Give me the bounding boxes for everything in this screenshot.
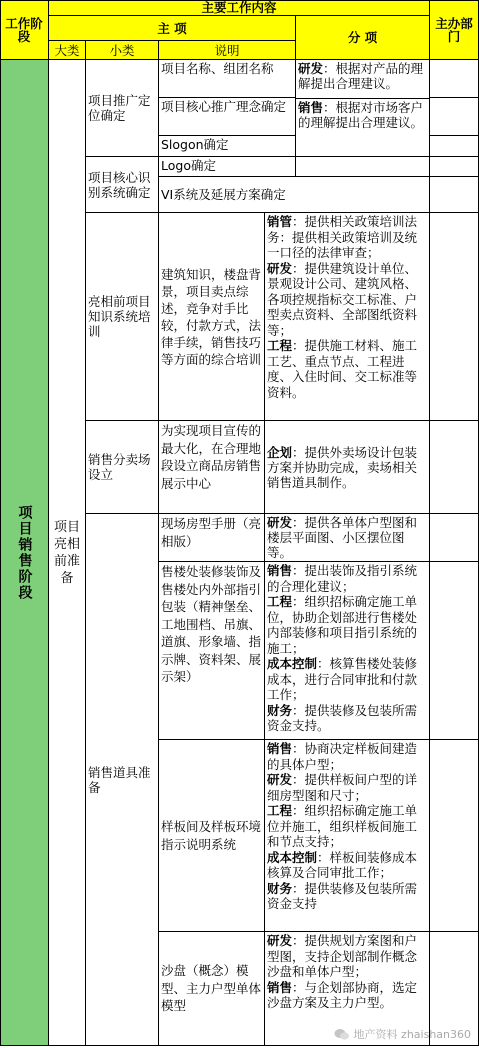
category-cell: 项目亮相前准备 bbox=[49, 60, 86, 1046]
subitem-r3: 销管：提供相关政策培训法务：提供相关政策培训及统一口径的法律审查； 研发：提供建筑设计单位、景观设计公司、建筑风格、各项控规指标交工标准、户型卖点资料、全部图纸资料等； 工程：提供施工材料、施工工艺、重点节点、工程进度、入住时间、交工标准等资料。 bbox=[265, 213, 430, 421]
dept-r1a bbox=[430, 60, 479, 98]
desc-project-name: 项目名称、组团名称 bbox=[159, 60, 296, 98]
subitem-r5-brochure: 研发：提供各单体户型图和楼层平面图、小区摆位图等。 bbox=[265, 514, 430, 562]
dept-r5c bbox=[430, 740, 479, 932]
dept-r5b bbox=[430, 562, 479, 740]
dept-r1c bbox=[430, 136, 479, 157]
subitem-r5-sand-table: 研发：提供规划方案图和户型图，支持企划部制作概念沙盘和单体户型； 销售：与企划部协商，选定沙盘方案及主力户型。 bbox=[265, 932, 430, 1046]
subitem-r5-decoration: 销售：提出装饰及指引系统的合理化建议； 工程：组织招标确定施工单位，协助企划部进行售楼处内部装修和项目指引系统的施工； 成本控制：核算售楼处装修成本，进行合同审批和付款工作； 财务：提供装修及包装所需资金支持。 bbox=[265, 562, 430, 740]
subitem-r4: 企划：提供外卖场设计包装方案并协助完成，卖场相关销售道具制作。 bbox=[265, 421, 430, 514]
wechat-icon bbox=[334, 1028, 350, 1041]
desc-sand-table: 沙盘（概念）模型、主力户型单体模型 bbox=[159, 932, 265, 1046]
subitem-r2 bbox=[296, 157, 430, 177]
subcategory-identity: 项目核心识别系统确定 bbox=[86, 157, 159, 213]
header-phase: 工作阶段 bbox=[0, 0, 49, 60]
desc-slogan: Slogon确定 bbox=[159, 136, 296, 157]
watermark bbox=[334, 1026, 471, 1042]
desc-vi-system: VI系统及延展方案确定 bbox=[159, 177, 430, 213]
header-sub-items: 分 项 bbox=[296, 16, 430, 60]
subcategory-training: 亮相前项目知识系统培训 bbox=[86, 213, 159, 421]
subcategory-sales-tools: 销售道具准备 bbox=[86, 514, 159, 1046]
dept-r3 bbox=[430, 213, 479, 421]
watermark-text: 地产资料 zhaishan360 bbox=[353, 1028, 471, 1041]
dept-r4 bbox=[430, 421, 479, 514]
subitem-r1-rd: 研发：根据对产品的理解提出合理建议。 bbox=[296, 60, 430, 98]
header-lead-dept: 主办部门 bbox=[430, 0, 479, 60]
header-main-item: 主 项 bbox=[49, 16, 296, 41]
desc-floorplan-brochure: 现场房型手册（亮相版） bbox=[159, 514, 265, 562]
header-description: 说明 bbox=[159, 41, 296, 60]
desc-showroom: 为实现项目宣传的最大化，在合理地段设立商品房销售展示中心 bbox=[159, 421, 265, 514]
desc-training: 建筑知识，楼盘背景，项目卖点综述，竞争对手比较，付款方式，法律手续，销售技巧等方面的综合培训 bbox=[159, 213, 265, 421]
desc-logo: Logo确定 bbox=[159, 157, 296, 177]
header-subcategory: 小类 bbox=[86, 41, 159, 60]
dept-r2b bbox=[430, 177, 479, 213]
phase-cell: 项目销售阶段 bbox=[0, 60, 49, 1046]
header-category: 大类 bbox=[49, 41, 86, 60]
desc-model-room: 样板间及样板环境指示说明系统 bbox=[159, 740, 265, 932]
dept-r1b bbox=[430, 98, 479, 136]
header-main-content: 主要工作内容 bbox=[49, 0, 430, 16]
subitem-r1-sales: 销售：根据对市场客户的理解提出合理建议。 bbox=[296, 98, 430, 157]
subcategory-showroom: 销售分卖场设立 bbox=[86, 421, 159, 514]
subitem-r5-model-room: 销售：协商决定样板间建造的具体户型； 研发：提供样板间户型的详细房型图和尺寸； 工程：组织招标确定施工单位并施工，组织样板间施工和节点支持； 成本控制：样板间装修成本核算及合同审批工作； 财务：提供装修及包装所需资金支持 bbox=[265, 740, 430, 932]
subcategory-promotion: 项目推广定位确定 bbox=[86, 60, 159, 157]
desc-core-concept: 项目核心推广理念确定 bbox=[159, 98, 296, 136]
dept-r5a bbox=[430, 514, 479, 562]
dept-r2a bbox=[430, 157, 479, 177]
desc-sales-office-decoration: 售楼处装修装饰及售楼处内外部指引包装（精神堡垒、工地围档、吊旗、道旗、形象墙、指示牌、资料架、展示架） bbox=[159, 562, 265, 740]
